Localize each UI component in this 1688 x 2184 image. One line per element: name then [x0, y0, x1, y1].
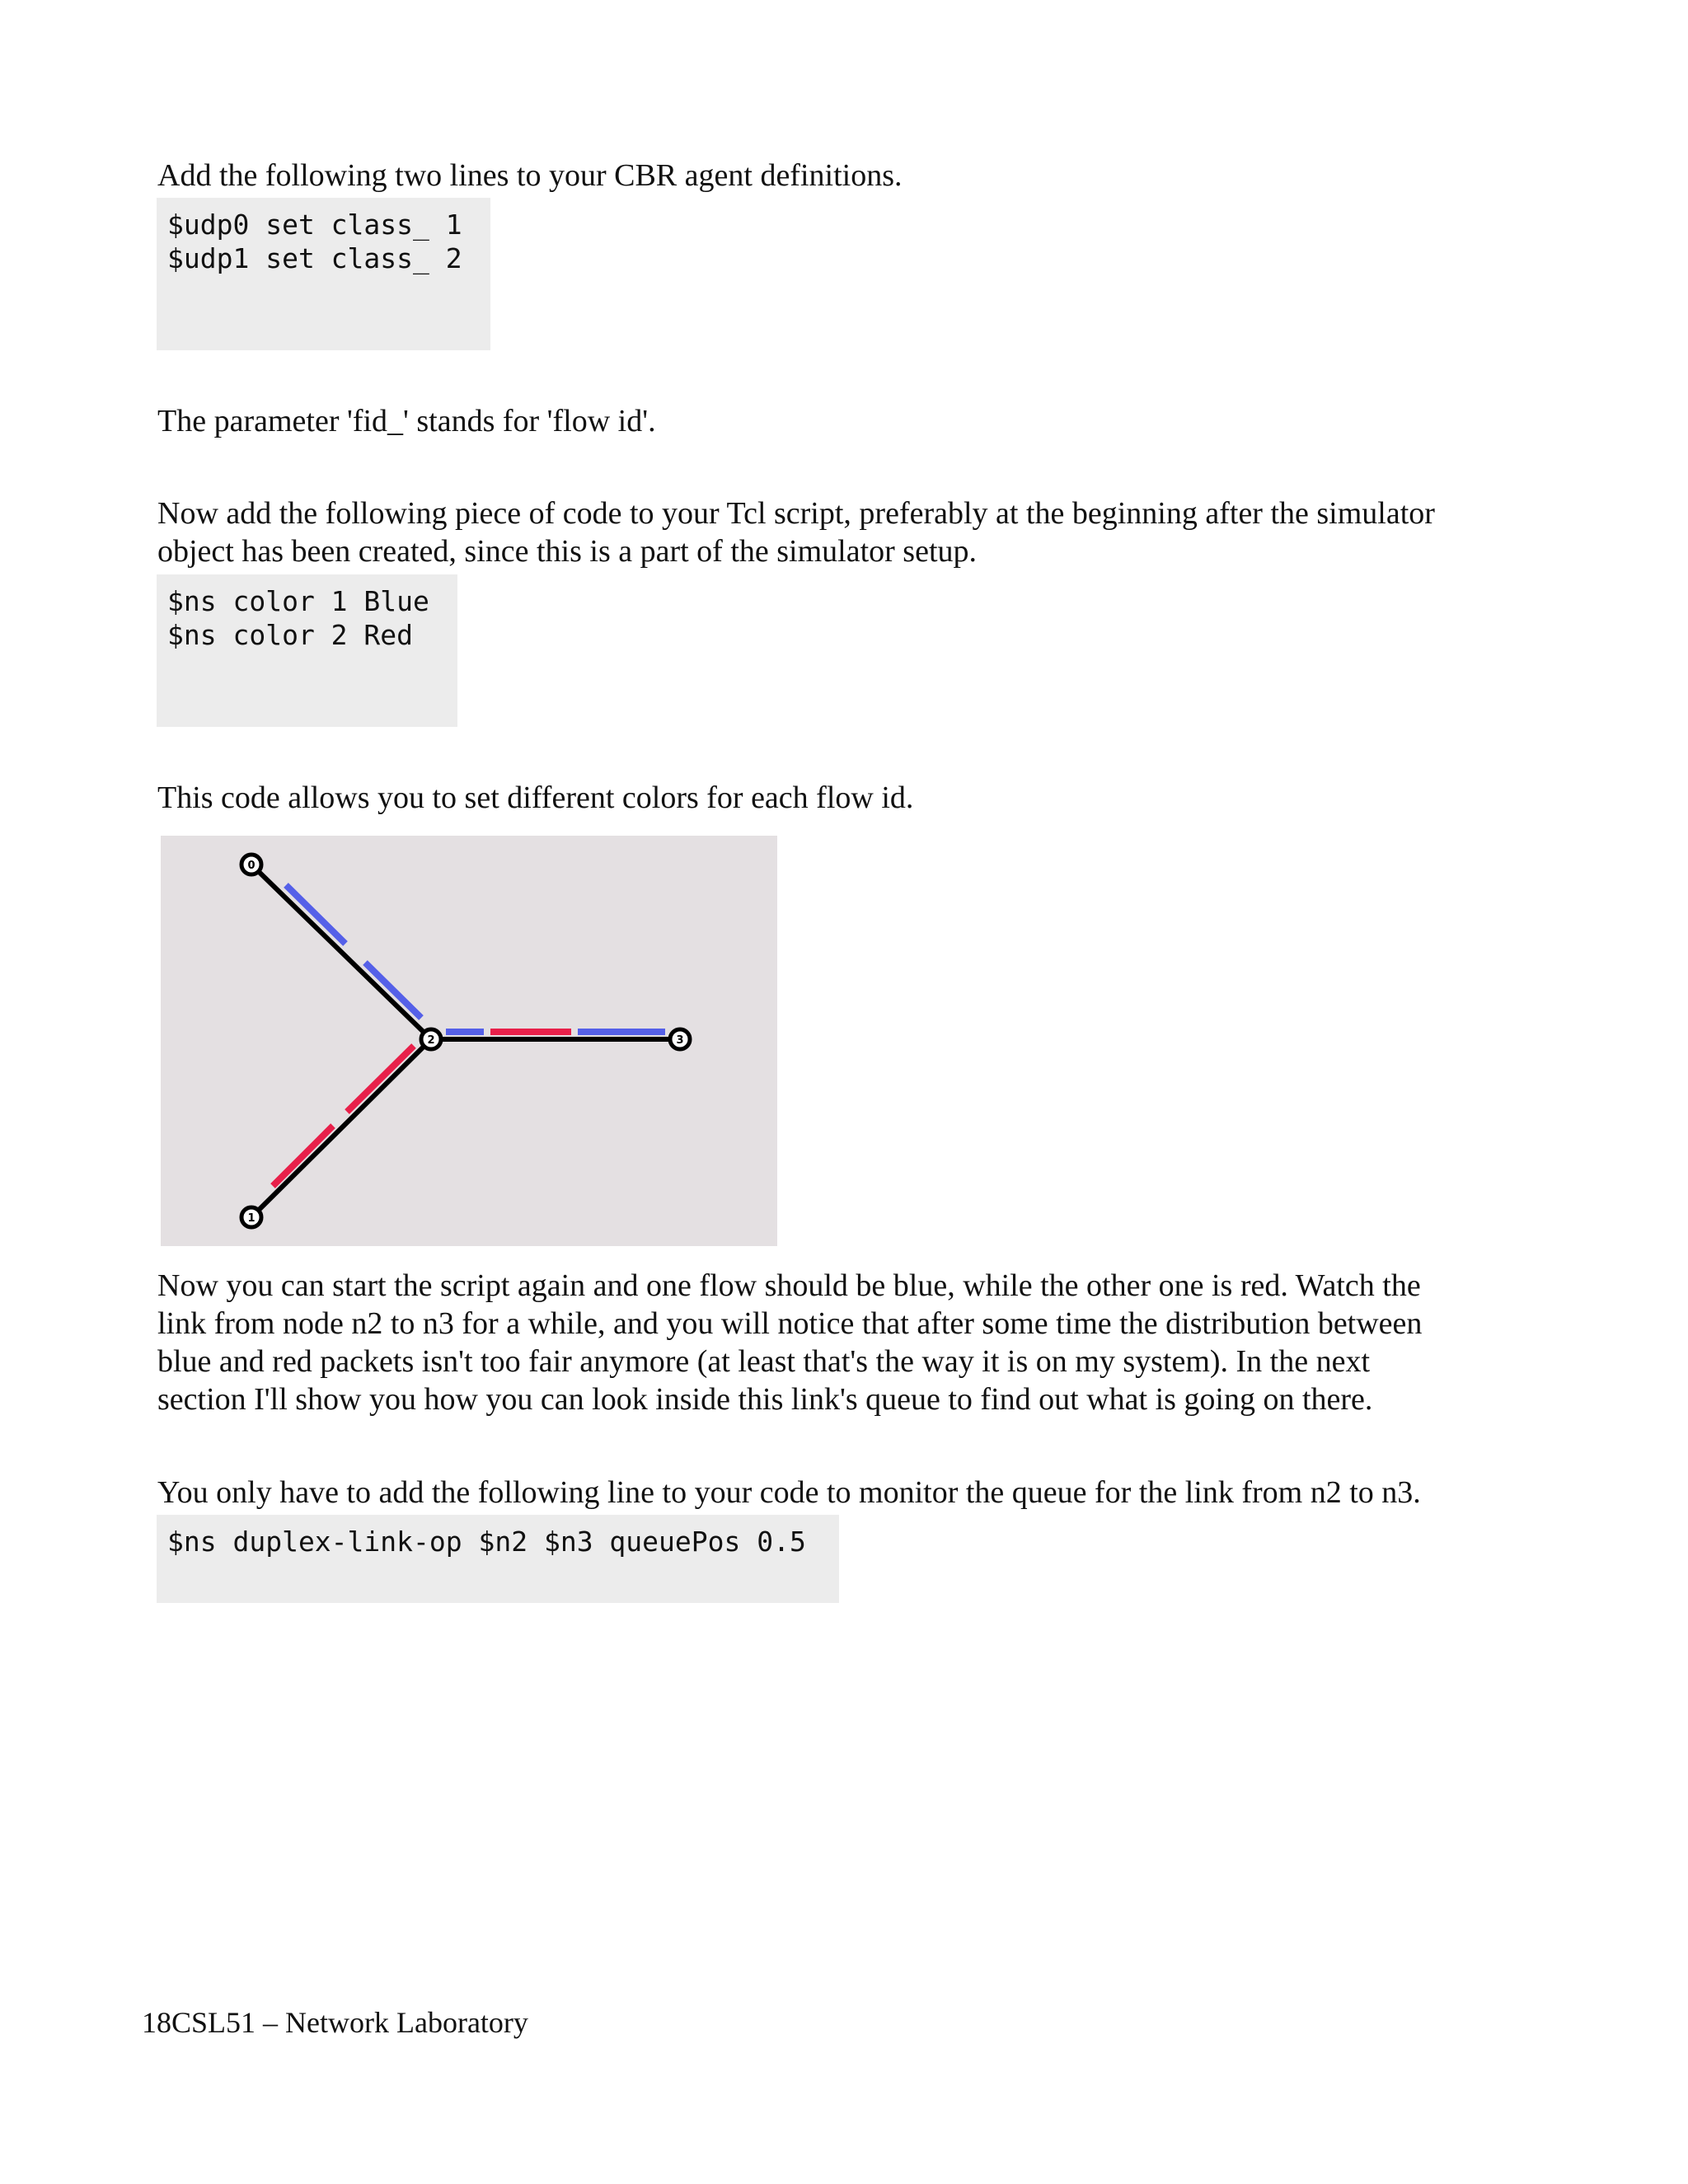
- node-label: 2: [427, 1034, 435, 1047]
- code-line: $ns color 1 Blue: [167, 585, 429, 617]
- node-label: 0: [247, 860, 256, 872]
- node-3: [670, 1029, 690, 1049]
- code-line: $udp0 set class_ 1: [167, 209, 462, 241]
- restart-paragraph: [157, 1267, 1534, 1418]
- code-line: $ns duplex-link-op $n2 $n3 queuePos 0.5: [167, 1526, 806, 1558]
- paragraph-line: Now you can start the script again and one flow should be blue, while the other one is red. Watch the: [157, 1268, 1421, 1303]
- node-label: 3: [676, 1034, 684, 1047]
- queue-code-block: [157, 1515, 839, 1603]
- node-0: [241, 855, 261, 874]
- monitor-paragraph: You only have to add the following line to your code to monitor the queue for the link from n2 to n3.: [157, 1475, 1421, 1510]
- paragraph-line: link from node n2 to n3 for a while, and you will notice that after some time the distribution between: [157, 1306, 1423, 1341]
- code-line: $udp1 set class_ 2: [167, 242, 462, 274]
- fid-note-paragraph: The parameter 'fid_' stands for 'flow id'.: [157, 404, 656, 438]
- paragraph-line: Now add the following piece of code to your Tcl script, preferably at the beginning after the simulator: [157, 496, 1435, 531]
- page-footer: 18CSL51 – Network Laboratory: [142, 2006, 528, 2039]
- color-code-block: [157, 574, 457, 727]
- paragraph-line: section I'll show you how you can look inside this link's queue to find out what is going on there.: [157, 1382, 1373, 1417]
- class-code-block: [157, 198, 490, 350]
- paragraph-line: object has been created, since this is a part of the simulator setup.: [157, 534, 978, 569]
- code-line: $ns color 2 Red: [167, 619, 414, 651]
- node-label: 1: [247, 1212, 256, 1225]
- color-note-paragraph: This code allows you to set different colors for each flow id.: [157, 780, 914, 815]
- node-2: [421, 1029, 441, 1049]
- nam-topology-figure: [161, 836, 777, 1246]
- color-setup-paragraph: [157, 494, 1534, 570]
- node-1: [241, 1207, 261, 1227]
- intro-paragraph: Add the following two lines to your CBR agent definitions.: [157, 158, 903, 193]
- paragraph-line: blue and red packets isn't too fair anymore (at least that's the way it is on my system). In the next: [157, 1344, 1371, 1379]
